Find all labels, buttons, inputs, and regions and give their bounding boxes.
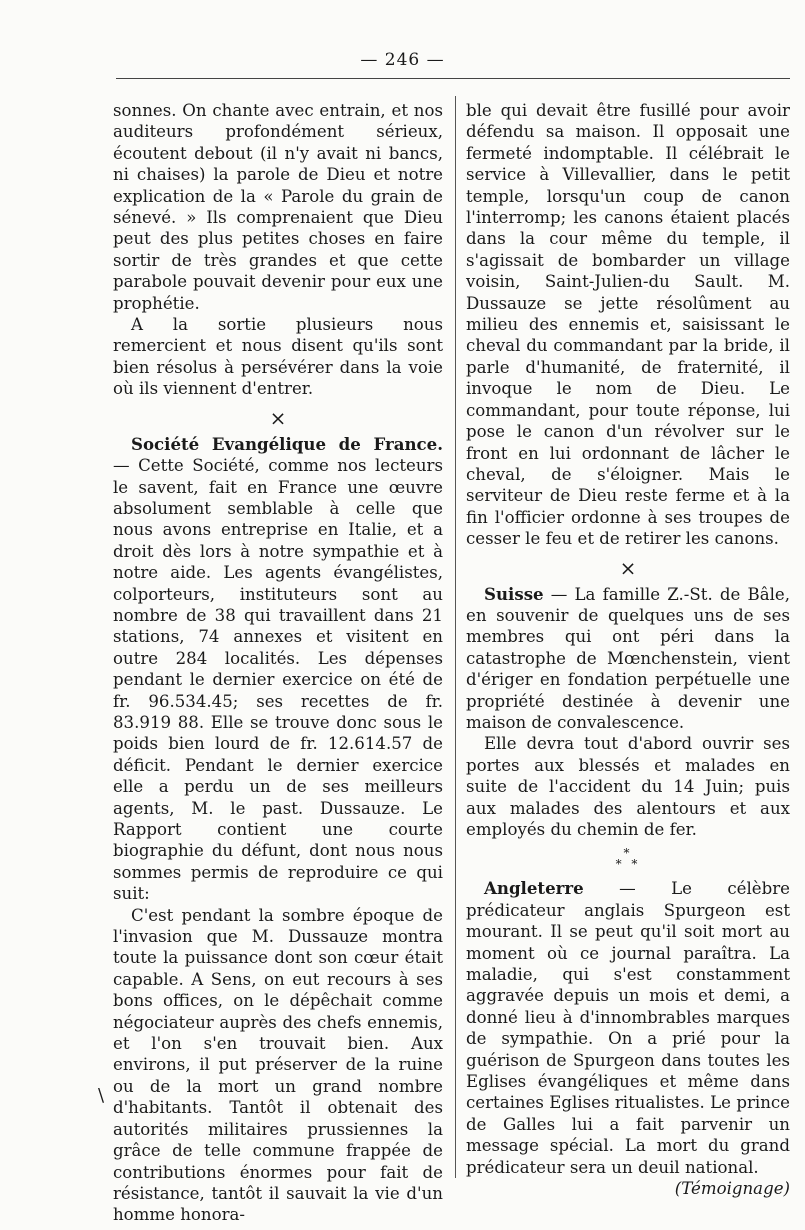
paragraph-continuation-right: ble qui devait être fusillé pour avoir défendu sa maison. Il opposait une fermeté indomptable. Il célébrait le service à Villevallier, dans le petit temple, lorsqu'un coup de canon l'interromp; les canons étaient placés dans la cour même du temple, il s'agissait de bombarder un village voisin, Saint-Julien-du Sault. M. Dussauze se jette résolûment au milieu des ennemis et, saisissant le cheval du commandant par la bride, il parle d'humanité, de fraternité, il invoque le nom de Dieu. Le commandant, pour toute réponse, lui pose le canon d'un révolver sur le front en lui ordonnant de lâcher le cheval, de s'éloigner. Mais le serviteur de Dieu reste ferme et à la fin l'officier ordonne à ses troupes de cesser le feu et de retirer les canons.: [466, 101, 790, 549]
article-angleterre: [466, 878, 790, 1178]
article-quote: C'est pendant la sombre époque de l'invasion que M. Dussauze montra toute la puissance dont son cœur était capable. A Sens, on eut recours à ses bons offices, on le dépêchait comme négociateur auprès des chefs ennemis, et l'on s'en trouvait bien. Aux environs, il put préserver de la ruine ou de la mort un grand nombre d'habitants. Tantôt il obtenait des autorités militaires prussiennes la grâce de telle commune frappée de contributions énormes pour fait de résistance, tantôt il sauvait la vie d'un homme honora-: [113, 905, 443, 1225]
column-divider: [455, 96, 456, 1178]
asterism-top: *: [623, 846, 633, 861]
article-societe-evangelique: [113, 434, 443, 905]
right-column: [466, 100, 790, 1200]
article-body-angleterre: — Le célèbre prédicateur anglais Spurgeon est mourant. Il se peut qu'il soit mort au moment où ce journal paraîtra. La maladie, qui s'est constamment aggravée depuis un mois et demi, a donné lieu à d'innombrables marques de sympathie. On a prié pour la guérison de Spurgeon dans toutes les Eglises évangéliques et même dans certaines Eglises ritualistes. Le prince de Galles lui a fait parvenir un message spécial. La mort du grand prédicateur sera un deuil national.: [466, 879, 790, 1177]
page-number: — 246 —: [360, 50, 445, 70]
paragraph-continuation: sonnes. On chante avec entrain, et nos auditeurs profondément sérieux, écoutent debout (il n'y avait ni bancs, ni chaises) la parole de Dieu et notre explication de la « Parole du grain de sénevé. » Ils comprenaient que Dieu peut des plus petites choses en faire sortir de très grandes et que cette parabole pouvait devenir pour eux une prophétie.: [113, 101, 443, 313]
asterism-separator: [466, 848, 790, 870]
paragraph-sortie: A la sortie plusieurs nous remercient et nous disent qu'ils sont bien résolus à persévérer dans la voie où ils viennent d'entrer.: [113, 315, 443, 399]
section-separator: ×: [269, 405, 287, 430]
article-heading: Société Evangélique de France.: [131, 433, 443, 454]
left-column: [113, 100, 443, 1226]
section-separator-right: ×: [619, 555, 637, 580]
header-rule: [116, 78, 790, 79]
article-suisse-continued: Elle devra tout d'abord ouvrir ses portes aux blessés et malades en suite de l'accident du 14 Juin; puis aux malades des alentours et aux employés du chemin de fer.: [466, 734, 790, 839]
article-body: — Cette Société, comme nos lecteurs le savent, fait en France une œuvre absolument semblable à celle que nous avons entreprise en Italie, et a droit dès lors à notre sympathie et à notre aide. Les agents évangélistes, colporteurs, instituteurs sont au nombre de 38 qui travaillent dans 21 stations, 74 annexes et visitent en outre 284 localités. Les dépenses pendant le dernier exercice on été de fr. 96.534.45; ses recettes de fr. 83.919 88. Elle se trouve donc sous le poids bien lourd de fr. 12.614.57 de déficit. Pendant le dernier exercice elle a perdu un de ses meilleurs agents, M. le past. Dussauze. Le Rapport contient une courte biographie du défunt, dont nous nous sommes permis de reproduire ce qui suit:: [113, 456, 443, 904]
article-heading-suisse: Suisse: [484, 583, 544, 604]
article-body-suisse: — La famille Z.-St. de Bâle, en souvenir de quelques uns de ses membres qui ont péri dans la catastrophe de Mœnchenstein, vient d'ériger en fondation perpétuelle une propriété destinée à devenir une maison de convalescence.: [466, 584, 790, 732]
margin-mark: \: [98, 1085, 105, 1106]
asterism-bottom: * *: [615, 857, 641, 872]
source-attribution: (Témoignage): [674, 1179, 790, 1199]
article-suisse: [466, 584, 790, 734]
article-heading-angleterre: Angleterre: [484, 878, 584, 899]
